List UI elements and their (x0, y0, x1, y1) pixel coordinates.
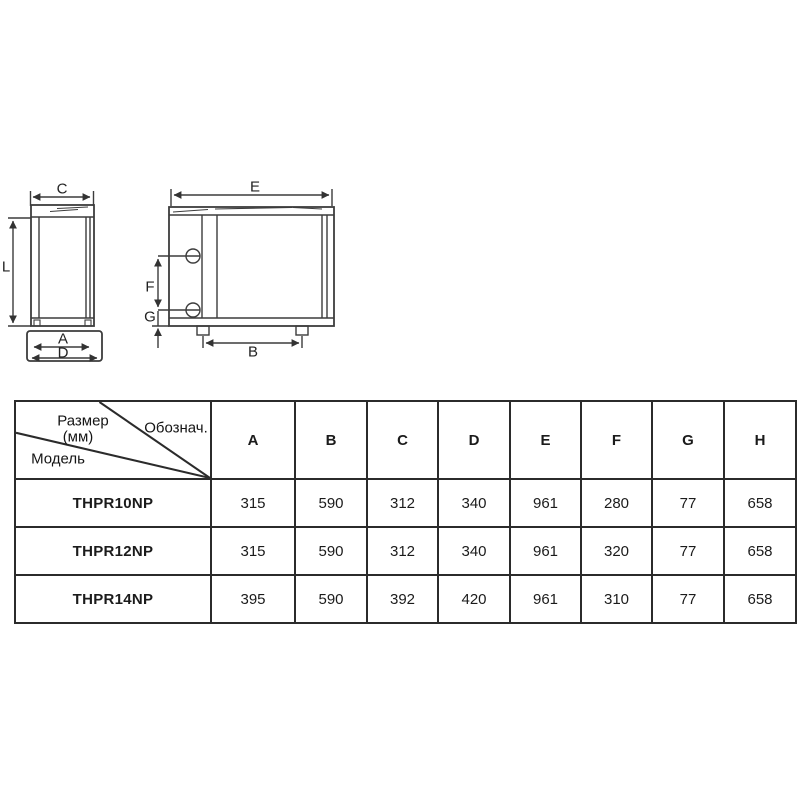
value-cell: 315 (211, 527, 295, 575)
dimensions-table (14, 400, 797, 624)
value-cell: 961 (510, 575, 581, 623)
dimension-label-f: F (145, 278, 155, 296)
foot-left (197, 326, 209, 335)
value-cell: 315 (211, 479, 295, 527)
dimension-label-d: D (57, 344, 69, 362)
table-corner-cell (15, 401, 211, 479)
corner-designation-label: Обознач. (144, 419, 208, 437)
dimension-label-e: E (249, 178, 261, 196)
dimension-label-l: L (1, 258, 11, 276)
corner-model-label: Модель (31, 450, 85, 468)
value-cell: 77 (652, 575, 724, 623)
value-cell: 77 (652, 527, 724, 575)
technical-drawing (0, 180, 360, 380)
table-header-row (15, 401, 796, 479)
front-view-body (169, 207, 334, 326)
foot-right (296, 326, 308, 335)
side-view (8, 191, 102, 361)
value-cell: 420 (438, 575, 510, 623)
value-cell: 392 (367, 575, 438, 623)
dimension-label-g: G (144, 308, 156, 326)
value-cell: 961 (510, 527, 581, 575)
model-name: THPR14NP (15, 575, 211, 623)
value-cell: 658 (724, 527, 796, 575)
value-cell: 590 (295, 479, 367, 527)
side-view-body (31, 205, 94, 326)
dimension-label-a: A (57, 330, 69, 348)
value-cell: 590 (295, 527, 367, 575)
column-header-e: E (510, 401, 581, 479)
drawing-linework (0, 180, 360, 380)
value-cell: 590 (295, 575, 367, 623)
model-name: THPR12NP (15, 527, 211, 575)
front-view (152, 189, 334, 348)
corner-size-unit: (мм) (62, 428, 94, 446)
table-row (15, 479, 796, 527)
value-cell: 280 (581, 479, 652, 527)
value-cell: 340 (438, 527, 510, 575)
column-header-a: A (211, 401, 295, 479)
value-cell: 658 (724, 479, 796, 527)
value-cell: 395 (211, 575, 295, 623)
column-header-h: H (724, 401, 796, 479)
dimension-label-c: C (56, 180, 68, 198)
table-row (15, 575, 796, 623)
column-header-c: C (367, 401, 438, 479)
column-header-f: F (581, 401, 652, 479)
column-header-b: B (295, 401, 367, 479)
value-cell: 77 (652, 479, 724, 527)
dimension-label-b: B (247, 343, 259, 361)
value-cell: 340 (438, 479, 510, 527)
column-header-g: G (652, 401, 724, 479)
value-cell: 961 (510, 479, 581, 527)
value-cell: 310 (581, 575, 652, 623)
value-cell: 658 (724, 575, 796, 623)
model-name: THPR10NP (15, 479, 211, 527)
column-header-d: D (438, 401, 510, 479)
value-cell: 312 (367, 527, 438, 575)
value-cell: 312 (367, 479, 438, 527)
value-cell: 320 (581, 527, 652, 575)
table-row (15, 527, 796, 575)
corner-size-label: Размер (57, 412, 109, 430)
